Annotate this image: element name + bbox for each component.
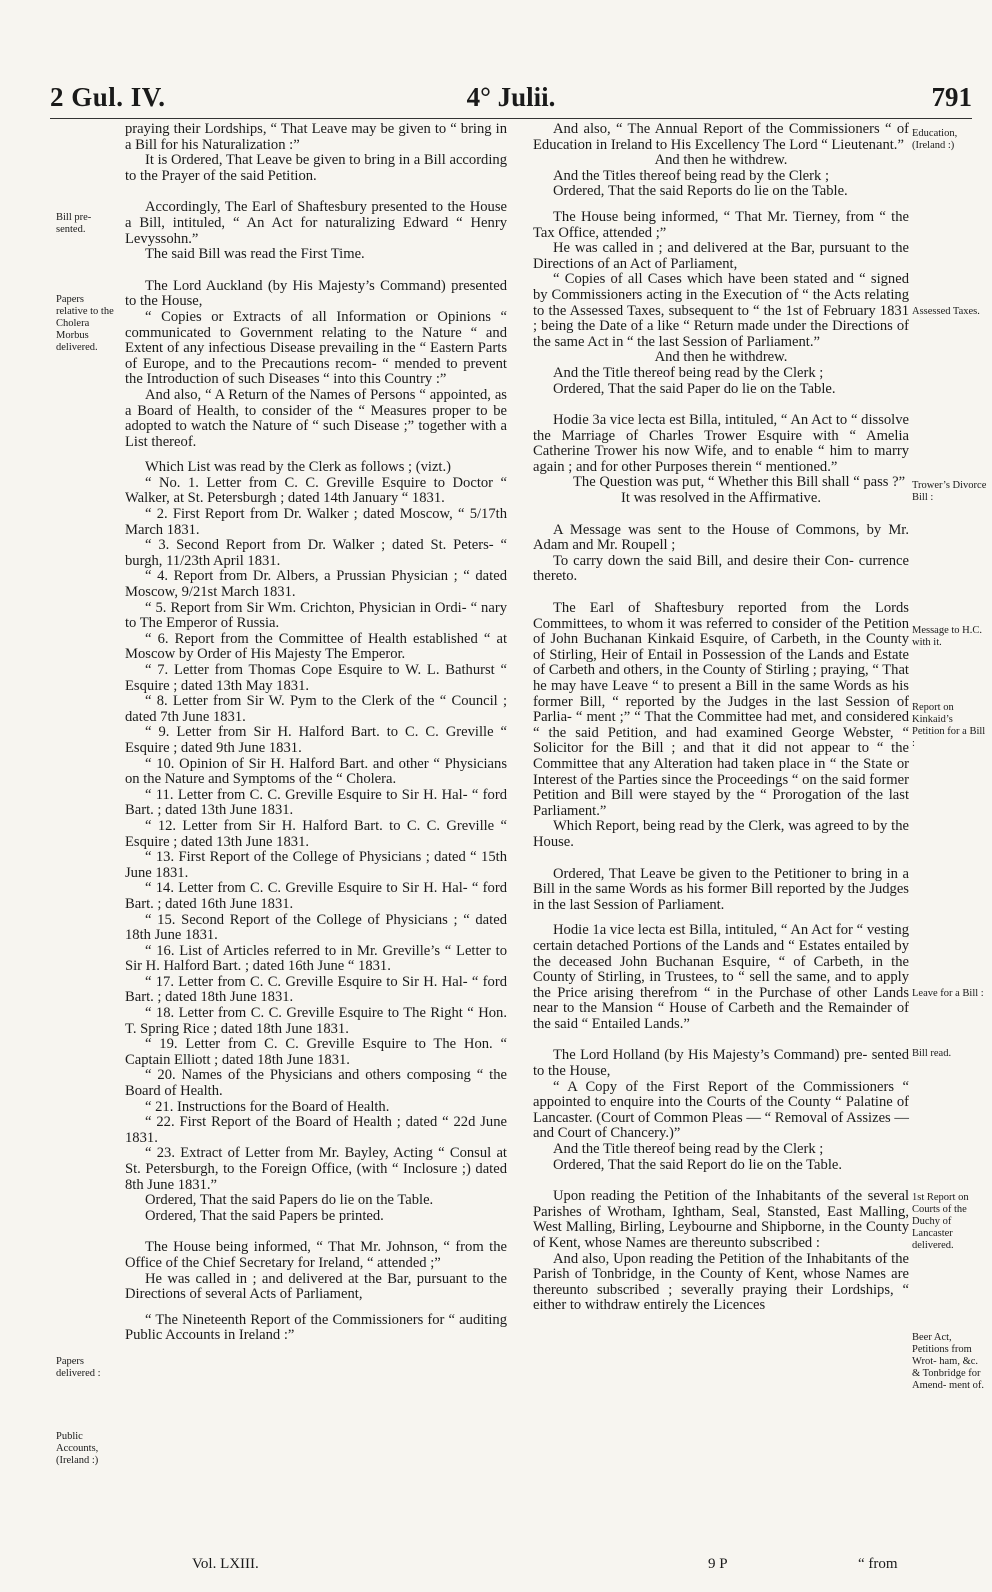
paragraph: The Lord Auckland (by His Majesty’s Command) presented to the House, — [125, 277, 507, 310]
paragraph: And then he withdrew. — [654, 152, 788, 169]
margin-note-trowers-divorce: Trower’s Divorce Bill : — [912, 480, 987, 503]
paragraph: The Earl of Shaftesbury reported from the Lords Committees, to whom it was referred to consider of the Petition of John Buchanan Kinkaid Esquire, of Carbeth, in the County of Stirling, Heir of Entail in Possession of the Lands and Estate of Carbeth and others, in the County of Stirling ; praying, “ That he may have Leave “ to present a Bill in the same Words as his former Bill, “ reported by the Judges in the last Session of Parlia- “ ment ;” “ That the Committee had met, and considered “ the said Petition, and had examined George Webster, “ Solicitor for the Bill ; and that it did not appear to “ the Committee that any Alteration had taken place in “ the State or Interest of the Parties since the Proceedings “ on the said former Petition and Bill were stayed by the “ Prorogation of the last Parliament.” — [533, 600, 909, 819]
paragraph: Ordered, That the said Reports do lie on the Table. — [553, 183, 848, 200]
list-item: “ 15. Second Report of the College of Physicians ; “ dated 18th June 1831. — [125, 911, 507, 944]
paragraph: Ordered, That the said Papers be printed. — [145, 1207, 384, 1224]
list-item: “ 14. Letter from C. C. Greville Esquire to Sir H. Hal- “ ford Bart. ; dated 16th June 1831. — [125, 880, 507, 912]
margin-note-report-kinkaid: Report on Kinkaid’s Petition for a Bill : — [912, 702, 986, 749]
paragraph: Hodie 1a vice lecta est Billa, intituled, “ An Act for “ vesting certain detached Portions of the Lands and “ Estates entailed by the deceased John Buchanan Esquire, “ of Carbeth, in the County of Stirling, in Trustees, to “ sell the same, and to apply the Price arising therefrom “ in the Purchase of other Lands near to the Mansion “ House of Carbeth and the Remainder of the said “ Entailed Lands.” — [533, 922, 909, 1032]
paragraph: And the Title thereof being read by the Clerk ; — [553, 1141, 824, 1158]
margin-note-papers-cholera: Papers relative to the Cholera Morbus delivered. — [56, 294, 114, 353]
list-item: “ 5. Report from Sir Wm. Crichton, Physician in Ordi- “ nary to The Emperor of Russia. — [125, 599, 507, 632]
page-header — [50, 82, 972, 118]
paragraph: And then he withdrew. — [654, 349, 788, 366]
list-item: “ 7. Letter from Thomas Cope Esquire to W. L. Bathurst “ Esquire ; dated 13th May 1831. — [125, 662, 507, 694]
list-item: “ 11. Letter from C. C. Greville Esquire to Sir H. Hal- “ ford Bart. ; dated 13th June 1831. — [125, 786, 507, 819]
list-item: “ 18. Letter from C. C. Greville Esquire to The Right “ Hon. T. Spring Rice ; dated 18th June 1831. — [125, 1005, 507, 1037]
paragraph: praying their Lordships, “ That Leave may be given to “ bring in a Bill for his Naturalization :” — [125, 121, 507, 153]
list-item: “ 21. Instructions for the Board of Health. — [145, 1098, 390, 1115]
catchword: “ from — [858, 1556, 898, 1572]
paragraph: Ordered, That the said Papers do lie on the Table. — [145, 1192, 434, 1209]
page-number: 791 — [931, 82, 972, 112]
paragraph: And also, “ The Annual Report of the Commissioners “ of Education in Ireland to His Excellency The Lord “ Lieutenant.” — [533, 121, 909, 153]
margin-note-beer-act: Beer Act, Petitions from Wrot- ham, &c. & Tonbridge for Amend- ment of. — [912, 1332, 985, 1391]
list-item: “ 4. Report from Dr. Albers, a Prussian Physician ; “ dated Moscow, 9/21st March 1831. — [125, 568, 507, 601]
paragraph: And the Title thereof being read by the Clerk ; — [553, 364, 824, 381]
list-item: “ 2. First Report from Dr. Walker ; dated Moscow, “ 5/17th March 1831. — [125, 506, 507, 538]
list-item: “ 19. Letter from C. C. Greville Esquire to The Hon. “ Captain Elliott ; dated 18th June 1831. — [125, 1036, 507, 1068]
paragraph: Ordered, That Leave be given to the Petitioner to bring in a Bill in the same Words as his former Bill reported by the Judges in the last Session of Parliament. — [533, 865, 909, 913]
paragraph: The said Bill was read the First Time. — [145, 246, 365, 263]
paragraph: It was resolved in the Affirmative. — [621, 490, 821, 507]
paragraph: Hodie 3a vice lecta est Billa, intituled, “ An Act to “ dissolve the Marriage of Charles Trower Esquire with “ Amelia Catherine Trower his now Wife, and to enable “ him to marry again ; and for other Purposes therein “ mentioned.” — [533, 412, 909, 475]
list-item: “ 3. Second Report from Dr. Walker ; dated St. Peters- “ burgh, 11/23th April 1831. — [125, 537, 507, 569]
quoted-paragraph: “ Copies of all Cases which have been stated and “ signed by Commissioners acting in the Execution of “ the Acts relating to the Assessed Taxes, subsequent to “ the 1st of February 1831 ; being the Date of a like “ Return made under the Directions of the same Act in “ the last Session of Parliament.” — [533, 271, 909, 350]
margin-note-bill-presented: Bill pre- sented. — [56, 212, 92, 235]
volume-number: Vol. LXIII. — [192, 1556, 259, 1572]
margin-note-papers-delivered: Papers delivered : — [56, 1356, 101, 1379]
paragraph: He was called in ; and delivered at the Bar, pursuant to the Directions of several Acts of Parliament, — [125, 1270, 507, 1303]
list-item: “ 6. Report from the Committee of Health established “ at Moscow by Order of His Majesty The Emperor. — [125, 630, 507, 663]
paragraph: Ordered, That the said Paper do lie on the Table. — [553, 380, 836, 397]
list-item: “ 13. First Report of the College of Physicians ; dated “ 15th June 1831. — [125, 849, 507, 881]
list-item: “ No. 1. Letter from C. C. Greville Esquire to Doctor “ Walker, at St. Petersburgh ; dated 14th January “ 1831. — [125, 474, 507, 507]
margin-note-assessed-taxes: Assessed Taxes. — [912, 306, 980, 317]
paragraph: Which Report, being read by the Clerk, was agreed to by the House. — [533, 818, 909, 850]
list-item: “ 20. Names of the Physicians and others composing “ the Board of Health. — [125, 1067, 507, 1100]
paragraph: And the Titles thereof being read by the Clerk ; — [553, 167, 830, 184]
paragraph: Ordered, That the said Report do lie on the Table. — [553, 1156, 843, 1173]
paragraph: To carry down the said Bill, and desire their Con- currence thereto. — [533, 552, 909, 585]
paragraph: A Message was sent to the House of Commons, by Mr. Adam and Mr. Roupell ; — [533, 521, 909, 554]
header-rule — [50, 118, 972, 119]
margin-note-education: Education, (Ireland :) — [912, 128, 958, 151]
quoted-paragraph: “ The Nineteenth Report of the Commissioners for “ auditing Public Accounts in Ireland :” — [125, 1311, 507, 1344]
paragraph: The Lord Holland (by His Majesty’s Command) pre- sented to the House, — [533, 1047, 909, 1080]
paragraph: The Question was put, “ Whether this Bill shall “ pass ?” — [573, 474, 906, 491]
paragraph: He was called in ; and delivered at the Bar, pursuant to the Directions of an Act of Parliament, — [533, 240, 909, 272]
paragraph: And also, “ A Return of the Names of Persons “ appointed, as a Board of Health, to consider of the “ Measures proper to be adopted to watch the Nature of “ such Disease ;” together with a List thereof. — [125, 386, 507, 450]
regnal-year: 2 Gul. IV. — [50, 82, 166, 112]
list-item: “ 22. First Report of the Board of Health ; dated “ 22d June 1831. — [125, 1114, 507, 1146]
margin-note-message-hc: Message to H.C. with it. — [912, 625, 982, 648]
paragraph: The House being informed, “ That Mr. Johnson, “ from the Office of the Chief Secretary for Ireland, “ attended ;” — [125, 1239, 507, 1271]
margin-note-public-accounts: Public Accounts, (Ireland :) — [56, 1431, 99, 1466]
list-item: “ 9. Letter from Sir H. Halford Bart. to C. C. Greville “ Esquire ; dated 9th June 1831. — [125, 724, 507, 756]
list-item: “ 12. Letter from Sir H. Halford Bart. to C. C. Greville “ Esquire ; dated 13th June 1831. — [125, 817, 507, 850]
paragraph: Accordingly, The Earl of Shaftesbury presented to the House a Bill, intituled, “ An Act for naturalizing Edward “ Henry Levyssohn.” — [125, 199, 507, 247]
paragraph: The House being informed, “ That Mr. Tierney, from “ the Tax Office, attended ;” — [533, 208, 909, 241]
date-heading: 4° Julii. — [466, 82, 556, 112]
margin-note-first-report-courts: 1st Report on Courts of the Duchy of Lancaster delivered. — [912, 1192, 969, 1251]
list-item: “ 8. Letter from Sir W. Pym to the Clerk of the “ Council ; dated 7th June 1831. — [125, 693, 507, 725]
paragraph: Which List was read by the Clerk as follows ; (vizt.) — [145, 459, 451, 476]
list-item: “ 10. Opinion of Sir H. Halford Bart. and other “ Physicians on the Nature and Symptoms of the “ Cholera. — [125, 755, 507, 788]
quoted-paragraph: “ Copies or Extracts of all Information or Opinions “ communicated to Government relating to the Nature “ and Extent of any infectious Disease prevailing in the “ Eastern Parts of Europe, and to the Precautions recom- “ mended to prevent the Introduction of such Diseases “ into this Country :” — [125, 308, 507, 388]
paragraph: It is Ordered, That Leave be given to bring in a Bill according to the Prayer of the said Petition. — [125, 152, 507, 184]
paragraph: Upon reading the Petition of the Inhabitants of the several Parishes of Wrotham, Ightham, Seal, Stansted, East Malling, West Malling, Birling, Leybourne and Shipborne, in the County of Kent, whose Names are thereunto subscribed : — [533, 1188, 909, 1251]
quoted-paragraph: “ A Copy of the First Report of the Commissioners “ appointed to enquire into the Courts of the County “ Palatine of Lancaster. (Court of Common Pleas — “ Removal of Assizes — and Court of Chancery.)” — [533, 1078, 909, 1142]
list-item: “ 23. Extract of Letter from Mr. Bayley, Acting “ Consul at St. Petersburgh, to the Foreign Office, (with “ Inclosure ;) dated 8th June 1831.” — [125, 1145, 507, 1193]
margin-note-leave-for-bill: Leave for a Bill : — [912, 988, 984, 999]
left-column — [125, 122, 507, 1344]
list-item: “ 16. List of Articles referred to in Mr. Greville’s “ Letter to Sir H. Halford Bart. ; dated 16th June “ 1831. — [125, 942, 507, 975]
paragraph: And also, Upon reading the Petition of the Inhabitants of the Parish of Tonbridge, in the County of Kent, whose Names are thereunto subscribed ; severally praying their Lordships, “ either to withdraw entirely the Licences — [533, 1250, 909, 1314]
list-item: “ 17. Letter from C. C. Greville Esquire to Sir H. Hal- “ ford Bart. ; dated 18th June 1831. — [125, 973, 507, 1006]
right-column — [533, 122, 909, 1314]
signature-mark: 9 P — [708, 1556, 728, 1572]
margin-note-bill-read: Bill read. — [912, 1048, 952, 1059]
